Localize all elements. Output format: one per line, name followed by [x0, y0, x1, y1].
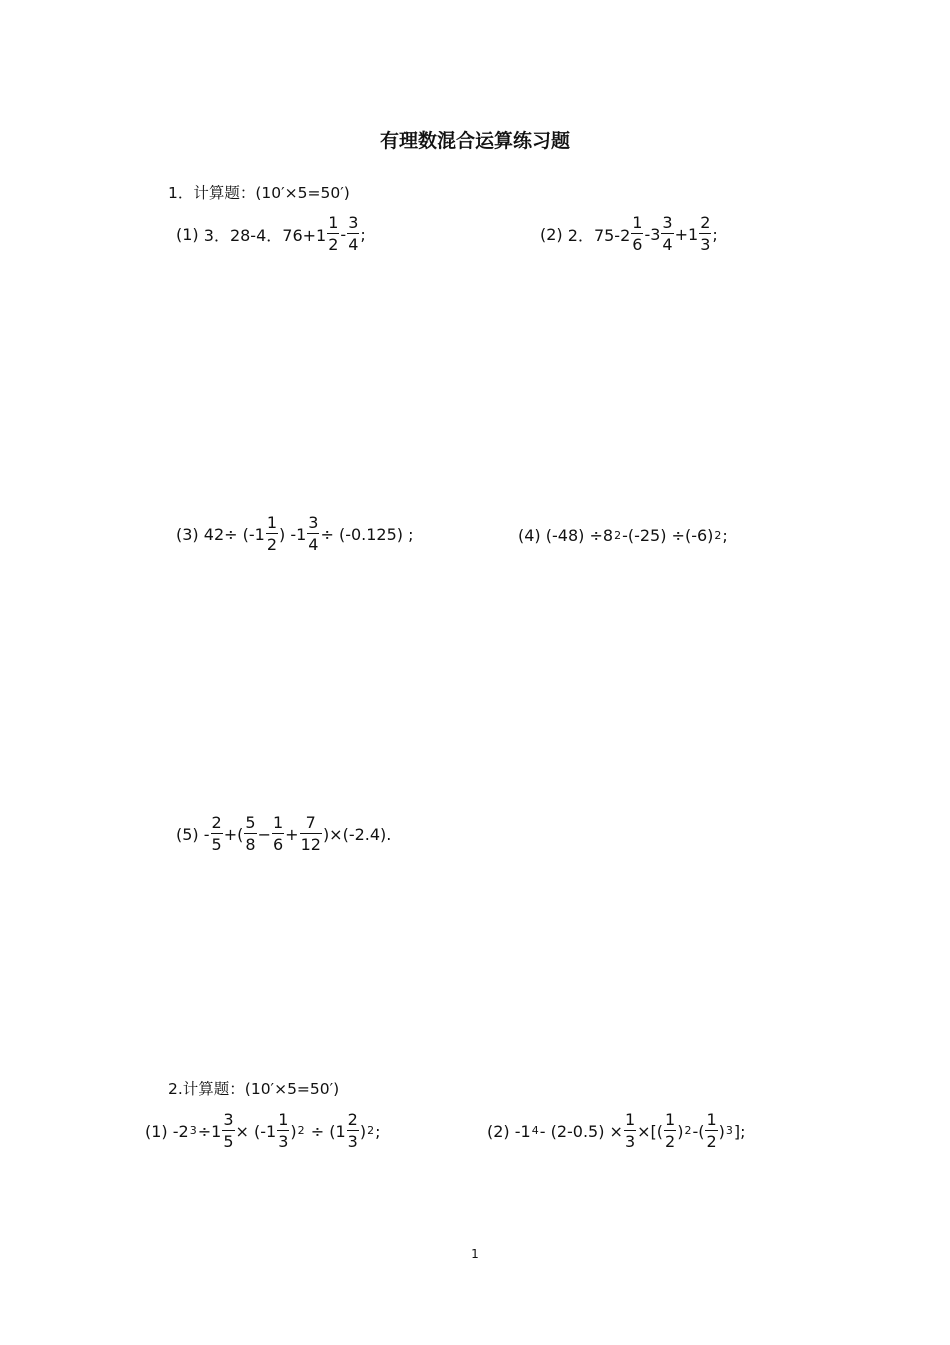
problem-label: (1) — [145, 1121, 168, 1141]
expr-text: )×(-2.4). — [322, 824, 392, 844]
expr-text: (-48) ÷8 — [545, 526, 614, 545]
problem-1-5 — [176, 815, 391, 853]
expr-text: - — [340, 224, 347, 244]
denominator: 2 — [665, 1132, 676, 1151]
problem-1-4: (4) (-48) ÷8 2 -(-25) ÷(-6) 2 ; — [518, 526, 728, 545]
numerator: 1 — [706, 1110, 717, 1129]
problem-1-3 — [176, 515, 414, 553]
numerator: 3 — [662, 213, 673, 232]
problem-1-2 — [540, 215, 718, 253]
problem-2-2: (2) -1 4 - (2-0.5) × $\frac{1}{3}$ ×[( $\frac{1}{2}$ ) 2 -( $\frac{1}{2}$ ) 3 ]; — [487, 1110, 746, 1151]
fraction — [277, 1112, 289, 1150]
expr-text: + — [285, 824, 299, 844]
expr-text: ; — [722, 526, 728, 545]
numerator: 1 — [266, 513, 277, 532]
denominator: 3 — [347, 1132, 358, 1151]
fraction — [244, 815, 256, 853]
numerator: 1 — [272, 813, 284, 832]
expr-text: -(-25) ÷(-6) — [622, 526, 714, 545]
numerator: 1 — [665, 1110, 676, 1129]
section1-heading: 1．计算题：(10′×5=50′) — [168, 184, 350, 202]
section2-heading: 2.计算题：(10′×5=50′) — [168, 1080, 340, 1098]
fraction — [699, 215, 711, 253]
numerator: 1 — [278, 1110, 289, 1129]
expr-text: ) — [359, 1121, 367, 1141]
denominator: 3 — [624, 1132, 636, 1151]
denominator: 2 — [266, 535, 277, 554]
expr-text: ) — [718, 1121, 725, 1141]
expr-text: 42÷ (-1 — [203, 524, 265, 544]
denominator: 2 — [706, 1132, 717, 1151]
problem-label: (5) — [176, 824, 199, 844]
problem-2-1: (1) -2 3 ÷1 $\frac{3}{5}$ × (-1 $\frac{1}{3}$ ) 2 ÷ (1 $\frac{2}{3}$ ) 2 ; — [145, 1110, 381, 1151]
fraction — [211, 815, 223, 853]
fraction — [705, 1112, 717, 1150]
expr-text: -( — [692, 1121, 705, 1141]
expr-text: − — [257, 824, 271, 844]
expr-text: +1 — [674, 224, 699, 244]
problem-1-1 — [176, 215, 366, 253]
numerator: 3 — [348, 213, 359, 232]
denominator: 3 — [700, 235, 711, 254]
denominator: 4 — [348, 235, 359, 254]
denominator: 3 — [278, 1132, 289, 1151]
fraction — [300, 815, 322, 853]
numerator: 1 — [632, 213, 643, 232]
numerator: 3 — [223, 1110, 234, 1129]
numerator: 2 — [211, 813, 222, 832]
expr-text: ÷ (-0.125) ; — [320, 524, 414, 544]
numerator: 3 — [308, 513, 319, 532]
fraction — [266, 515, 278, 553]
expr-text: ) — [677, 1121, 684, 1141]
numerator: 7 — [305, 813, 316, 832]
expr-text: ×[( — [637, 1121, 664, 1141]
expr-text: ÷1 — [197, 1121, 222, 1141]
expr-text: -1 — [514, 1121, 531, 1141]
fraction — [347, 1112, 359, 1150]
problem-label: (2) — [487, 1121, 510, 1141]
fraction — [327, 215, 339, 253]
problem-label: (2) — [540, 224, 563, 244]
numerator: 1 — [624, 1110, 636, 1129]
expr-text: ) — [290, 1121, 297, 1141]
problem-label: (3) — [176, 524, 199, 544]
denominator: 4 — [308, 535, 319, 554]
problem-label: (4) — [518, 526, 541, 545]
denominator: 8 — [245, 835, 256, 854]
numerator: 2 — [347, 1110, 358, 1129]
fraction — [631, 215, 643, 253]
denominator: 5 — [223, 1132, 234, 1151]
expr-text: × (-1 — [235, 1121, 277, 1141]
numerator: 2 — [700, 213, 711, 232]
page-title: 有理数混合运算练习题 — [379, 130, 570, 152]
expr-text: 3．28-4．76+1 — [203, 225, 327, 245]
expr-text: ) -1 — [279, 524, 307, 544]
expr-text: 2．75-2 — [567, 225, 631, 245]
numerator: 1 — [328, 213, 339, 232]
problem-label: (1) — [176, 224, 199, 244]
expr-text: ]; — [733, 1121, 746, 1141]
page-number: 1 — [471, 1247, 479, 1261]
fraction — [222, 1112, 234, 1150]
fraction — [307, 515, 319, 553]
denominator: 2 — [328, 235, 339, 254]
denominator: 12 — [300, 835, 321, 854]
fraction — [624, 1112, 636, 1150]
fraction — [661, 215, 673, 253]
expr-text: - (2-0.5) × — [539, 1121, 623, 1141]
expr-text: ; — [375, 1121, 381, 1141]
denominator: 4 — [662, 235, 673, 254]
fraction — [347, 215, 359, 253]
fraction — [272, 815, 284, 853]
expr-text: +( — [223, 824, 244, 844]
numerator: 5 — [245, 813, 256, 832]
denominator: 6 — [272, 835, 284, 854]
expr-text: -3 — [644, 224, 661, 244]
expr-text: ; — [712, 224, 718, 244]
expr-text: ÷ (1 — [310, 1121, 346, 1141]
denominator: 6 — [632, 235, 643, 254]
denominator: 5 — [211, 835, 222, 854]
expr-text: - — [203, 824, 210, 844]
expr-text: -2 — [172, 1121, 189, 1141]
expr-text: ; — [360, 224, 366, 244]
fraction — [664, 1112, 676, 1150]
